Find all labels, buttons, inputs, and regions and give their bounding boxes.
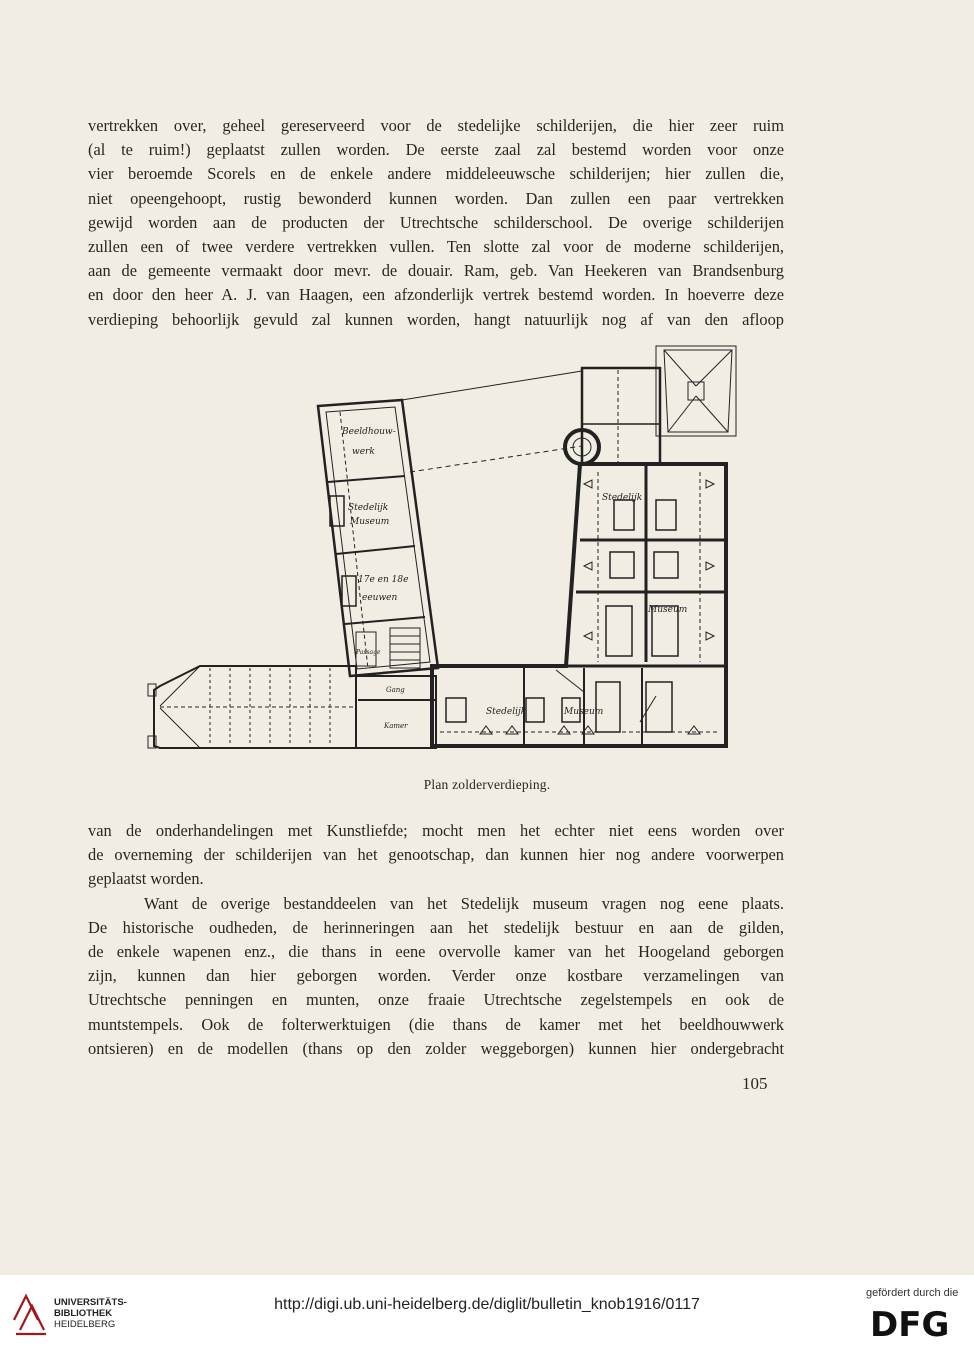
text-line: vertrekken over, geheel gereserveerd voor de stedelijke schilderijen, die hier zeer ruim (88, 116, 784, 135)
page-number: 105 (742, 1074, 768, 1093)
text-line: muntstempels. Ook de folterwerktuigen (die thans de kamer met het beeldhouwwerk (88, 1014, 784, 1034)
plan-label-stedelijk-bottom: Stedelijk (486, 707, 527, 717)
text-line: van de onderhandelingen met Kunstliefde; mocht men het echter niet eens worden over (88, 821, 784, 840)
plan-label-passage: Passage (356, 649, 381, 656)
dfg-logo-icon (868, 1304, 960, 1340)
floor-plan-drawing (140, 336, 750, 772)
roof-pavilion (656, 346, 736, 436)
library-name-line: HEIDELBERG (54, 1319, 116, 1330)
text-line: zullen een of twee verdere vertrekken vullen. Ten slotte zal voor de moderne schilderijen, (88, 237, 784, 257)
plan-label-werk: werk (352, 447, 375, 457)
plan-label-beeldhouwwerk: Beeldhouw- (342, 427, 396, 437)
guide-line (410, 446, 582, 472)
text-line: de enkele wapenen enz., die thans in eene overvolle kamer van het Hoogeland geborgen (88, 942, 784, 962)
library-name-line: BIBLIOTHEK (54, 1308, 113, 1319)
text-line: zijn, kunnen dan hier geborgen worden. Verder onze kostbare verzamelingen van (88, 966, 784, 986)
dfg-logo-text: DFG (870, 1305, 950, 1340)
passage-stairs (356, 628, 420, 668)
text-line: verdieping behoorlijk gevuld zal kunnen worden, hangt natuurlijk nog af van den afloop (88, 309, 784, 329)
plan-label-gang: Gang (386, 686, 405, 694)
plan-label-stedelijk-left: Stedelijk (348, 503, 389, 513)
figure-caption: Plan zolderverdieping. (423, 777, 551, 792)
body-paragraph-bottom (88, 819, 784, 1061)
text-line: Utrechtsche penningen en munten, onze fraaie Utrechtsche zegelstempels en ook de (88, 990, 784, 1010)
lower-left-wing (148, 666, 356, 748)
window-frames (330, 496, 678, 732)
body-paragraph-top (88, 114, 784, 332)
guide-line (402, 371, 582, 400)
plan-label-stedelijk-right: Stedelijk (602, 493, 643, 503)
text-line: de overneming der schilderijen van het genootschap, dan kunnen hier nog andere voorwerpen (88, 845, 784, 865)
text-line: niet opeengehoopt, rustig bewonderd kunnen worden. Dan zullen een paar vertrekken (88, 188, 784, 208)
text-line: (al te ruim!) geplaatst zullen worden. De eerste zaal zal bestemd worden voor onze (88, 140, 784, 160)
plan-label-kamer: Kamer (384, 722, 408, 730)
library-name-line: UNIVERSITÄTS- (54, 1297, 127, 1308)
right-tower (565, 368, 660, 464)
plan-label-museum-right: Museum (648, 605, 688, 615)
plan-label-museum-left: Museum (350, 517, 390, 527)
text-line: gewijd worden aan de producten der Utrechtsche schilderschool. De overige schilderijen (88, 212, 784, 232)
text-line: De historische oudheden, de herinneringen aan het stedelijk bestuur en aan de gilden, (88, 917, 784, 937)
text-line: en door den heer A. J. van Haagen, een afzonderlijk vertrek bestemd worden. In hoeverre deze (88, 285, 784, 305)
plan-label-eeuwen-2: eeuwen (362, 593, 398, 603)
text-line: Want de overige bestanddeelen van het Stedelijk museum vragen nog eene plaats. (144, 893, 784, 913)
text-line: ontsieren) en de modellen (thans op den zolder weggeborgen) kunnen hier ondergebracht (88, 1038, 784, 1058)
text-line: vier beroemde Scorels en de enkele andere middeleeuwsche schilderijen; hier zullen die, (88, 164, 784, 184)
source-url-link[interactable]: http://digi.ub.uni-heidelberg.de/diglit/bulletin_knob1916/0117 (274, 1296, 700, 1313)
text-line: aan de gemeente vermaakt door mevr. de douair. Ram, geb. Van Heekeren van Brandsenburg (88, 261, 784, 281)
plan-label-museum-bottom: Museum (564, 707, 604, 717)
text-line: geplaatst worden. (88, 869, 204, 889)
funding-note: gefördert durch die (866, 1287, 959, 1299)
plan-label-eeuwen-1: 17e en 18e (358, 575, 409, 585)
